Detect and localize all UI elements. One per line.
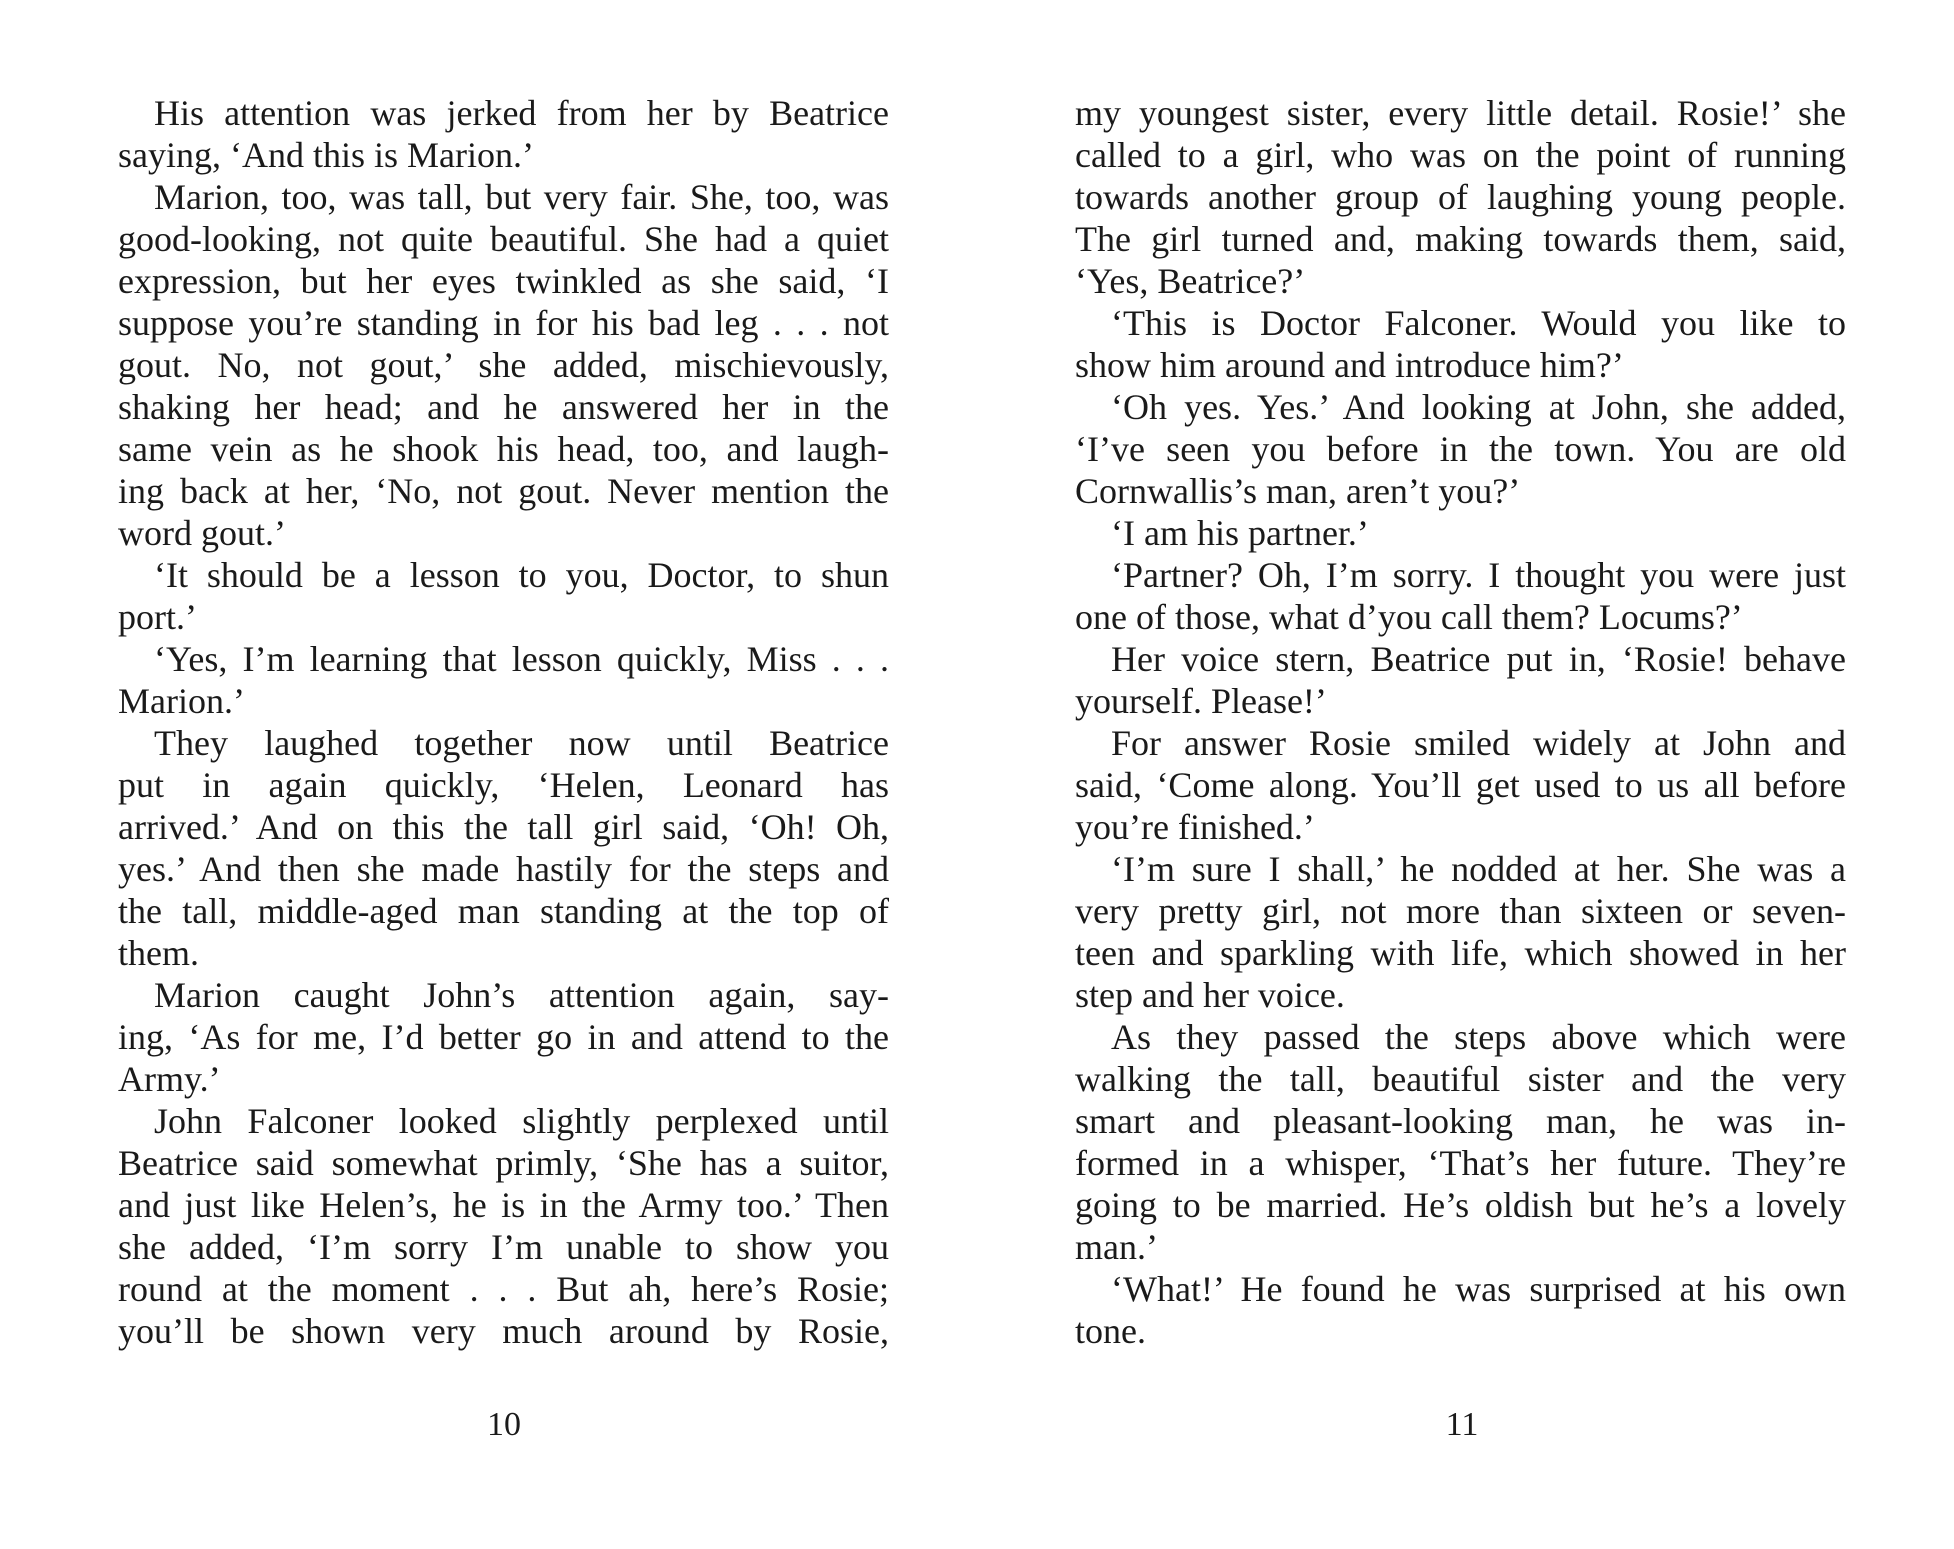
text-line: gout. No, not gout,’ she added, mischievously, <box>118 345 889 385</box>
text-line: port.’ <box>118 597 197 637</box>
text-line: yourself. Please!’ <box>1075 681 1327 721</box>
text-line: step and her voice. <box>1075 975 1345 1015</box>
text-line: saying, ‘And this is Marion.’ <box>118 135 534 175</box>
text-line: As they passed the steps above which were <box>1111 1017 1846 1057</box>
text-line: For answer Rosie smiled widely at John and <box>1111 723 1846 763</box>
text-line: towards another group of laughing young people. <box>1075 177 1846 217</box>
text-line: ing, ‘As for me, I’d better go in and attend to the <box>118 1017 889 1057</box>
text-line: one of those, what d’you call them? Locums?’ <box>1075 597 1743 637</box>
text-line: you’ll be shown very much around by Rosie, <box>118 1311 889 1351</box>
text-line: the tall, middle-aged man standing at the top of <box>118 891 889 931</box>
text-line: Her voice stern, Beatrice put in, ‘Rosie! behave <box>1111 639 1846 679</box>
text-line: Cornwallis’s man, aren’t you?’ <box>1075 471 1521 511</box>
text-line: ‘Yes, I’m learning that lesson quickly, Miss . . . <box>154 639 889 679</box>
text-line: and just like Helen’s, he is in the Army too.’ Then <box>118 1185 889 1225</box>
text-line: called to a girl, who was on the point of running <box>1075 135 1846 175</box>
text-line: shaking her head; and he answered her in the <box>118 387 889 427</box>
text-line: ing back at her, ‘No, not gout. Never mention the <box>118 471 889 511</box>
text-line: Marion.’ <box>118 681 245 721</box>
text-line: tone. <box>1075 1311 1146 1351</box>
text-line: good-looking, not quite beautiful. She had a quiet <box>118 219 889 259</box>
text-line: walking the tall, beautiful sister and the very <box>1075 1059 1846 1099</box>
text-line: The girl turned and, making towards them, said, <box>1075 219 1846 259</box>
text-line: man.’ <box>1075 1227 1158 1267</box>
right-page <box>977 0 1954 1549</box>
text-line: teen and sparkling with life, which showed in her <box>1075 933 1846 973</box>
text-line: show him around and introduce him?’ <box>1075 345 1624 385</box>
text-line: ‘Yes, Beatrice?’ <box>1075 261 1306 301</box>
text-line: expression, but her eyes twinkled as she said, ‘I <box>118 261 889 301</box>
text-line: ‘Partner? Oh, I’m sorry. I thought you were just <box>1111 555 1846 595</box>
text-line: Beatrice said somewhat primly, ‘She has a suitor, <box>118 1143 889 1183</box>
text-line: ‘It should be a lesson to you, Doctor, to shun <box>154 555 889 595</box>
text-line: They laughed together now until Beatrice <box>154 723 889 763</box>
text-line: same vein as he shook his head, too, and laugh- <box>118 429 889 469</box>
text-line: smart and pleasant-looking man, he was in- <box>1075 1101 1846 1141</box>
text-line: very pretty girl, not more than sixteen or seven- <box>1075 891 1846 931</box>
text-line: said, ‘Come along. You’ll get used to us all before <box>1075 765 1846 805</box>
text-line: ‘Oh yes. Yes.’ And looking at John, she added, <box>1111 387 1846 427</box>
text-line: His attention was jerked from her by Beatrice <box>154 93 889 133</box>
text-line: ‘I’m sure I shall,’ he nodded at her. She was a <box>1111 849 1846 889</box>
page-number: 10 <box>487 1406 521 1443</box>
text-line: yes.’ And then she made hastily for the steps and <box>118 849 889 889</box>
text-line: formed in a whisper, ‘That’s her future. They’re <box>1075 1143 1846 1183</box>
text-line: Marion, too, was tall, but very fair. She, too, was <box>154 177 889 217</box>
text-line: put in again quickly, ‘Helen, Leonard has <box>118 765 889 805</box>
text-line: she added, ‘I’m sorry I’m unable to show you <box>118 1227 889 1267</box>
page-number: 11 <box>1445 1406 1479 1443</box>
text-line: ‘What!’ He found he was surprised at his own <box>1111 1269 1846 1309</box>
text-line: word gout.’ <box>118 513 286 553</box>
text-line: John Falconer looked slightly perplexed until <box>154 1101 889 1141</box>
text-line: ‘This is Doctor Falconer. Would you like to <box>1111 303 1846 343</box>
text-line: my youngest sister, every little detail. Rosie!’ she <box>1075 93 1846 133</box>
text-line: ‘I am his partner.’ <box>1111 513 1369 553</box>
text-line: arrived.’ And on this the tall girl said, ‘Oh! Oh, <box>118 807 889 847</box>
right-page-text <box>1075 92 1846 1352</box>
text-line: ‘I’ve seen you before in the town. You are old <box>1075 429 1846 469</box>
text-line: Marion caught John’s attention again, say- <box>154 975 889 1015</box>
text-line: suppose you’re standing in for his bad leg . . . not <box>118 303 889 343</box>
text-line: round at the moment . . . But ah, here’s Rosie; <box>118 1269 889 1309</box>
text-line: them. <box>118 933 199 973</box>
text-line: Army.’ <box>118 1059 221 1099</box>
text-line: going to be married. He’s oldish but he’s a lovely <box>1075 1185 1846 1225</box>
text-line: you’re finished.’ <box>1075 807 1315 847</box>
left-page-text <box>118 92 889 1352</box>
